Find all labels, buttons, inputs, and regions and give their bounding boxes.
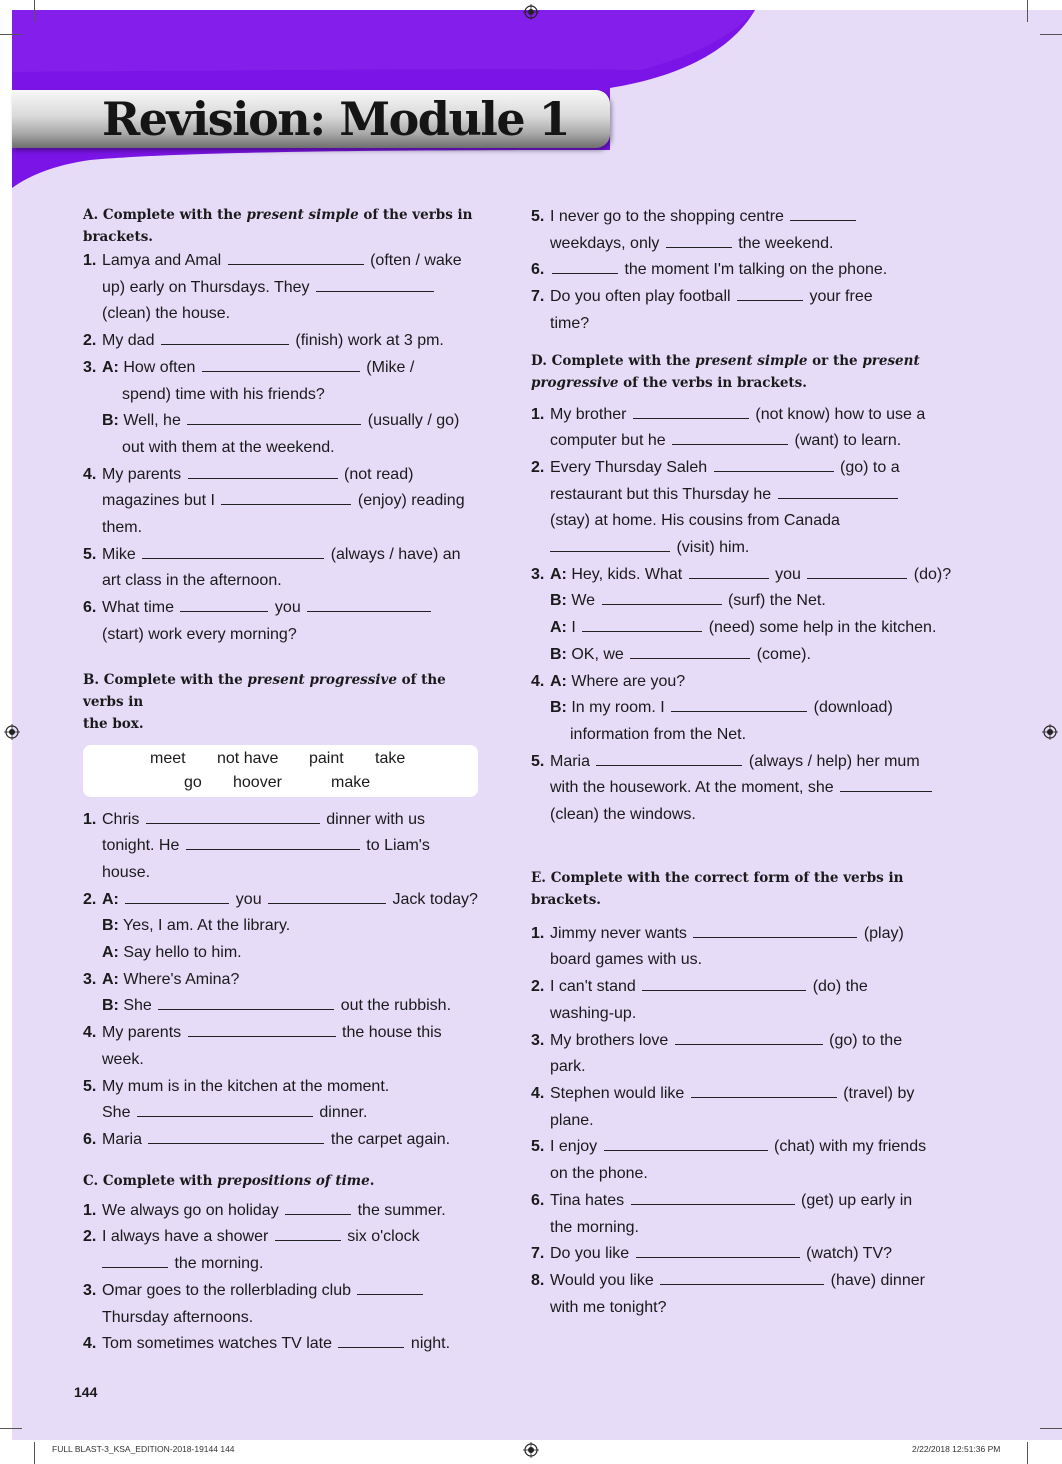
answer-blank[interactable] [137, 1116, 313, 1117]
exercise-d-1: 1. My brother (not know) how to use a computer but he (want) to learn. [531, 405, 926, 450]
exercise-e-4: 4. Stephen would like (travel) by plane. [531, 1084, 915, 1129]
exercise-a-2: 2. My dad (finish) work at 3 pm. [83, 332, 444, 350]
answer-blank[interactable] [691, 1097, 837, 1098]
word-box-item: go [184, 773, 202, 791]
exercise-b-5: 5. My mum is in the kitchen at the moment. She dinner. [83, 1077, 390, 1122]
left-column [83, 204, 478, 1358]
exercise-d-4: 4. A: Where are you? B: In my room. I (download) information from the Net. [531, 672, 893, 743]
answer-blank[interactable] [202, 371, 360, 372]
answer-blank[interactable] [714, 471, 834, 472]
exercise-e-6: 6. Tina hates (get) up early in the morning. [531, 1191, 913, 1236]
exercise-d-3: 3. A: Hey, kids. What you (do)? B: We (surf) the Net. A: I (need) some help in the kitchen. B: OK, we (come). [531, 565, 952, 663]
answer-blank[interactable] [666, 247, 732, 248]
exercise-e-5: 5. I enjoy (chat) with my friends on the phone. [531, 1138, 927, 1183]
answer-blank[interactable] [275, 1240, 341, 1241]
page-title: Revision: Module 1 [102, 92, 570, 146]
exercise-d-5: 5. Maria (always / help) her mum with the housework. At the moment, she (clean) the windows. [531, 749, 951, 829]
answer-blank[interactable] [188, 478, 338, 479]
exercise-d-2: 2. Every Thursday Saleh (go) to a restaurant but this Thursday he (stay) at home. His cousins from Canada (visit) him. [531, 458, 900, 557]
section-a-heading: A. Complete with the present simple of the verbs in brackets. [83, 207, 473, 245]
answer-blank[interactable] [642, 990, 806, 991]
exercise-c-1: 1. We always go on holiday the summer. [83, 1201, 446, 1219]
answer-blank[interactable] [158, 1009, 334, 1010]
answer-blank[interactable] [675, 1044, 823, 1045]
exercise-c-4: 4. Tom sometimes watches TV late night. [83, 1335, 451, 1353]
answer-blank[interactable] [125, 903, 229, 904]
exercise-a-5: 5. Mike (always / have) an art class in the afternoon. [83, 545, 461, 590]
answer-blank[interactable] [102, 1267, 168, 1268]
answer-blank[interactable] [550, 551, 670, 552]
answer-blank[interactable] [790, 220, 856, 221]
exercise-a-1: 1. Lamya and Amal (often / wake up) early on Thursdays. They (clean) the house. [83, 252, 462, 323]
word-box-item: paint [309, 749, 344, 767]
answer-blank[interactable] [161, 344, 289, 345]
crop-mark [1027, 1442, 1028, 1464]
answer-blank[interactable] [671, 711, 807, 712]
crop-mark [34, 0, 35, 22]
registration-mark-icon [4, 724, 20, 740]
right-column [531, 204, 951, 1321]
page-number: 144 [74, 1384, 98, 1400]
answer-blank[interactable] [807, 578, 907, 579]
word-box [83, 745, 478, 797]
answer-blank[interactable] [631, 1204, 795, 1205]
answer-blank[interactable] [146, 823, 320, 824]
crop-mark [34, 1442, 35, 1464]
section-e-heading: E. Complete with the correct form of the verbs in brackets. [531, 869, 904, 908]
answer-blank[interactable] [221, 504, 351, 505]
exercise-e-3: 3. My brothers love (go) to the park. [531, 1031, 903, 1076]
word-box-item: not have [217, 749, 279, 767]
exercise-b-4: 4. My parents the house this week. [83, 1024, 442, 1068]
answer-blank[interactable] [186, 849, 360, 850]
word-box-item: make [331, 773, 371, 791]
answer-blank[interactable] [357, 1294, 423, 1295]
answer-blank[interactable] [840, 791, 932, 792]
answer-blank[interactable] [596, 765, 742, 766]
answer-blank[interactable] [602, 604, 722, 605]
crop-mark [1027, 0, 1028, 22]
registration-mark-icon [1042, 724, 1058, 740]
exercise-e-7: 7. Do you like (watch) TV? [531, 1245, 893, 1263]
answer-blank[interactable] [778, 498, 898, 499]
answer-blank[interactable] [180, 611, 268, 612]
word-box-item: hoover [233, 773, 282, 791]
answer-blank[interactable] [660, 1284, 824, 1285]
exercise-c-3: 3. Omar goes to the rollerblading club Thursday afternoons. [83, 1278, 478, 1331]
exercise-a-4: 4. My parents (not read) magazines but I (enjoy) reading them. [83, 465, 465, 537]
print-slug-right: 2/22/2018 12:51:36 PM [912, 1444, 1001, 1454]
exercise-c-7: 7. Do you often play football your free time? [531, 288, 873, 332]
crop-mark [1040, 1428, 1062, 1429]
answer-blank[interactable] [689, 578, 769, 579]
answer-blank[interactable] [636, 1257, 800, 1258]
crop-mark [0, 1428, 22, 1429]
exercise-b-3: 3. A: Where's Amina? B: She out the rubbish. [83, 970, 452, 1015]
exercise-b-6: 6. Maria the carpet again. [83, 1130, 451, 1148]
exercise-b-2: 2. A: you Jack today? B: Yes, I am. At the library. A: Say hello to him. [83, 890, 478, 962]
exercise-e-1: 1. Jimmy never wants (play) board games with us. [531, 924, 904, 969]
exercise-e-2: 2. I can't stand (do) the washing-up. [531, 978, 868, 1022]
exercise-c-2: 2. I always have a shower six o'clock the morning. [83, 1228, 420, 1273]
section-d-heading: D. Complete with the present simple or the present progressive of the verbs in brackets. [531, 352, 920, 391]
answer-blank[interactable] [285, 1214, 351, 1215]
answer-blank[interactable] [672, 444, 788, 445]
crop-mark [1040, 34, 1062, 35]
word-box-item: take [375, 749, 406, 767]
answer-blank[interactable] [693, 937, 857, 938]
answer-blank[interactable] [604, 1150, 768, 1151]
answer-blank[interactable] [187, 424, 361, 425]
answer-blank[interactable] [316, 291, 434, 292]
answer-blank[interactable] [228, 264, 364, 265]
section-c-heading: C. Complete with prepositions of time. [83, 1172, 375, 1189]
exercise-e-8: 8. Would you like (have) dinner with me tonight? [531, 1271, 925, 1316]
word-box-item: meet [150, 749, 186, 767]
crop-mark [0, 34, 22, 35]
answer-blank[interactable] [552, 273, 618, 274]
answer-blank[interactable] [338, 1347, 404, 1348]
answer-blank[interactable] [188, 1036, 336, 1037]
exercise-a-6: 6. What time you (start) work every morning? [83, 595, 478, 648]
exercise-c-5: 5. I never go to the shopping centre weekdays, only the weekend. [531, 204, 951, 257]
exercise-c-6: 6. the moment I'm talking on the phone. [531, 261, 888, 279]
answer-blank[interactable] [142, 558, 324, 559]
print-slug-left: FULL BLAST-3_KSA_EDITION-2018-19144 144 [52, 1444, 235, 1454]
exercise-b-1: 1. Chris dinner with us tonight. He to Liam's house. [83, 810, 430, 881]
answer-blank[interactable] [582, 631, 702, 632]
registration-mark-icon [523, 4, 539, 20]
registration-mark-icon [523, 1442, 539, 1458]
answer-blank[interactable] [148, 1143, 324, 1144]
answer-blank[interactable] [268, 903, 386, 904]
answer-blank[interactable] [633, 418, 749, 419]
answer-blank[interactable] [737, 300, 803, 301]
answer-blank[interactable] [307, 611, 431, 612]
exercise-a-3: 3. A: How often (Mike / spend) time with his friends? B: Well, he (usually / go) out with them at the weekend. [83, 358, 460, 456]
section-b-heading: B. Complete with the present progressive of the verbs in the box. [83, 671, 446, 732]
answer-blank[interactable] [630, 658, 750, 659]
